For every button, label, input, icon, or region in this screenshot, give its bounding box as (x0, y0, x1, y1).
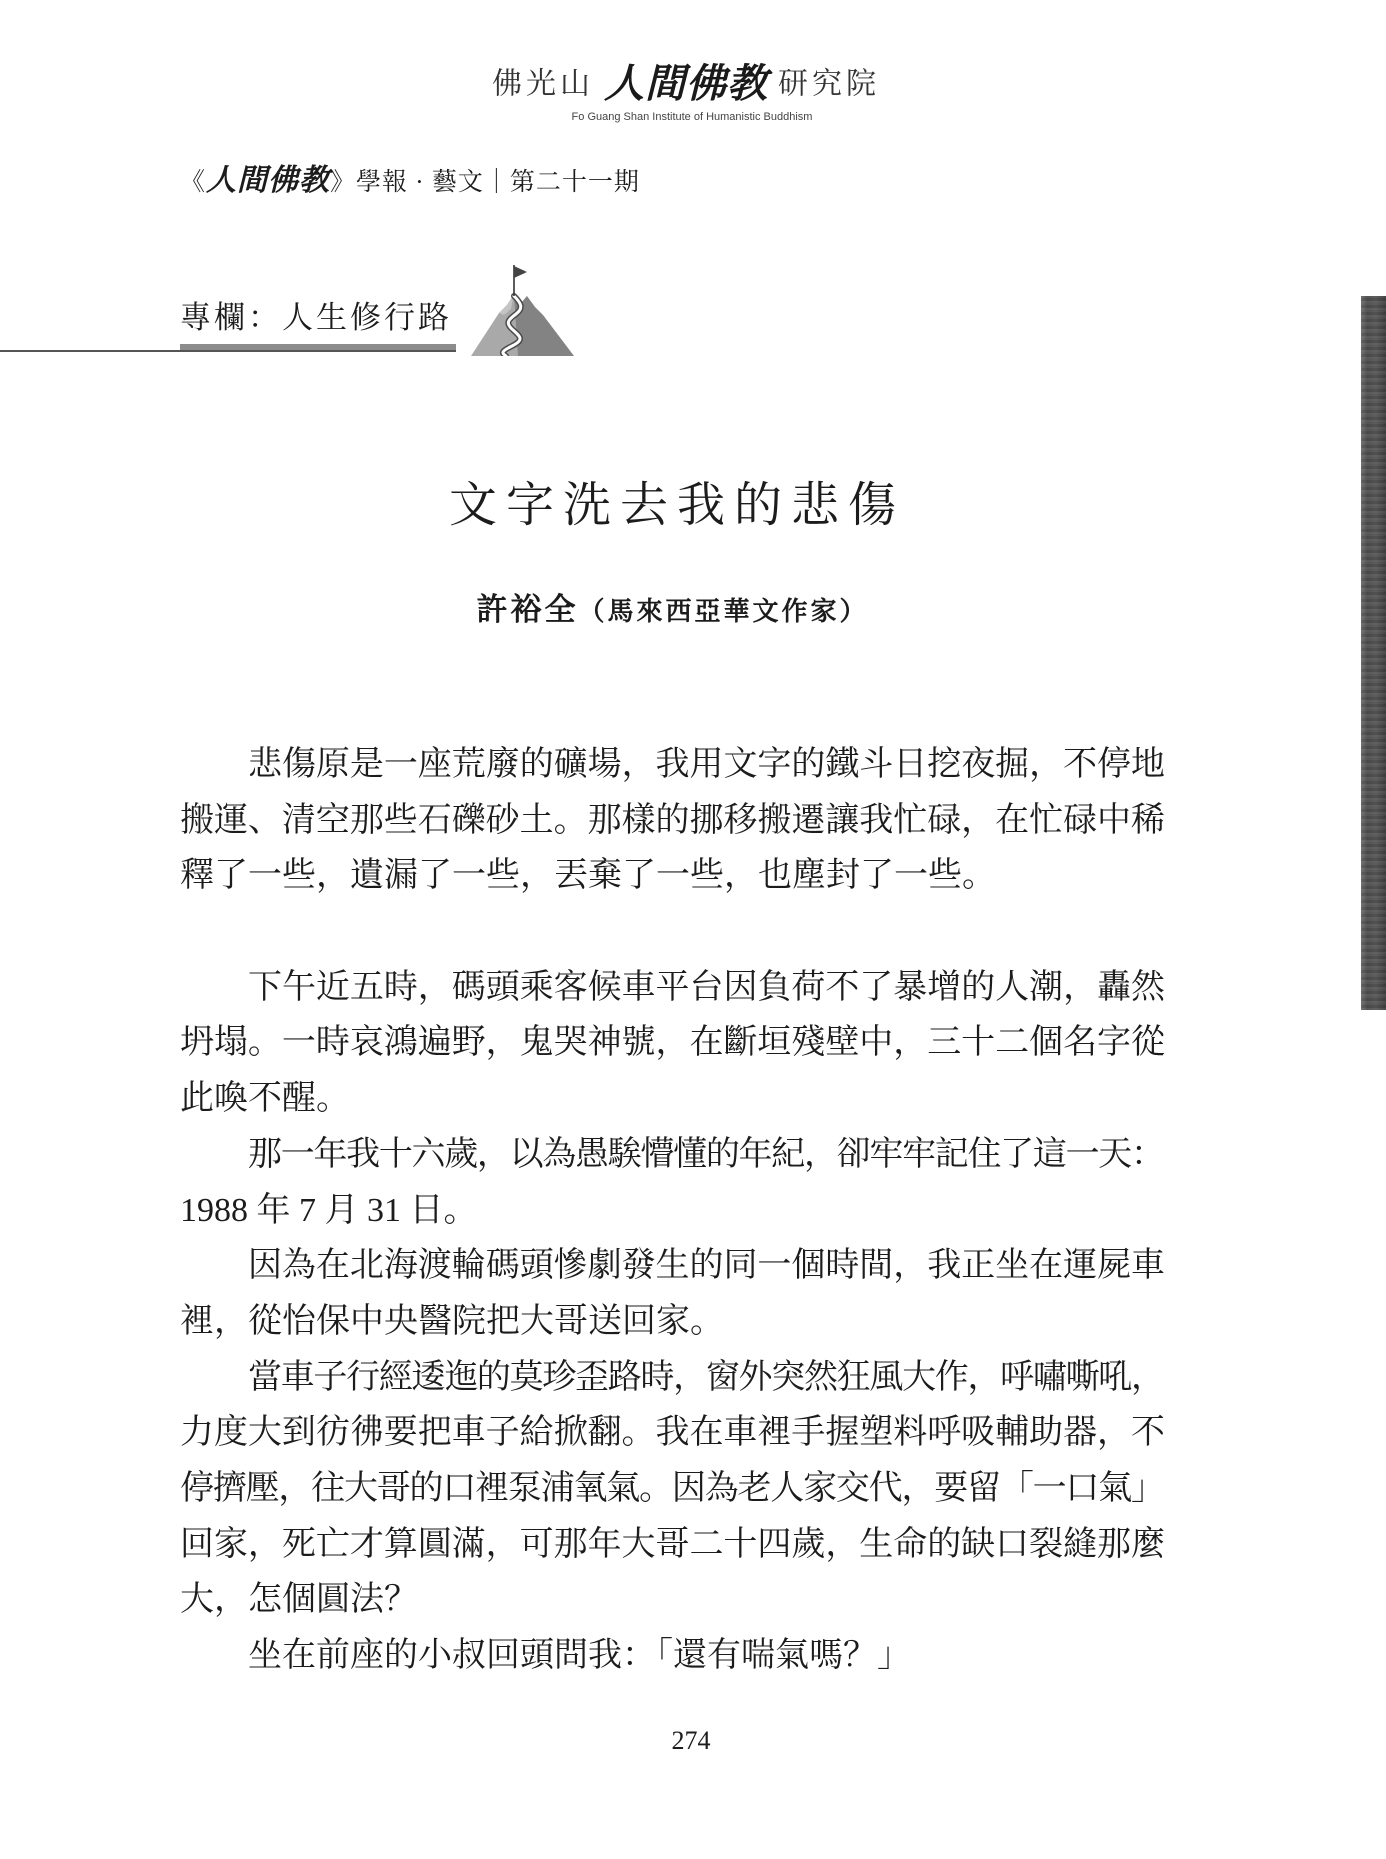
institute-header (0, 60, 1372, 108)
paragraph-line (180, 1071, 1165, 1127)
paragraph-line (180, 1405, 1165, 1461)
article-body (180, 737, 1165, 1684)
paragraph (180, 1238, 1165, 1349)
line-text: 力度大到彷彿要把車子給掀翻。我在車裡手握塑料呼吸輔助器，不 (180, 1414, 1165, 1452)
line-text: 此喚不醒。 (180, 1080, 350, 1118)
institute-prefix: 佛光山 (492, 67, 594, 101)
article-title: 文字洗去我的悲傷 (448, 479, 905, 532)
paragraph (180, 1628, 1165, 1684)
author-name: 許裕全 (476, 592, 579, 627)
line-text: 當車子行經逶迤的莫珍歪路時，窗外突然狂風大作，呼嘯嘶吼， (248, 1358, 1164, 1396)
mountain-flag-icon (471, 263, 574, 356)
line-text: 那一年我十六歲，以為愚騃懵懂的年紀，卻牢牢記住了這一天： (248, 1135, 1164, 1173)
column-rule (0, 350, 456, 352)
institute-suffix: 研究院 (778, 67, 880, 101)
column-label: 專欄：人生修行路 (180, 300, 452, 335)
line-text: 停擠壓，往大哥的口裡泵浦氧氣。因為老人家交代，要留「一口氣」 (180, 1469, 1164, 1507)
paragraph-line (180, 1572, 1165, 1628)
paragraph-line (180, 1350, 1165, 1406)
line-text: 釋了一些，遺漏了一些，丟棄了一些，也塵封了一些。 (180, 857, 996, 895)
paragraph-line (180, 1127, 1165, 1183)
line-text: 坍塌。一時哀鴻遍野，鬼哭神號，在斷垣殘壁中，三十二個名字從 (180, 1024, 1165, 1062)
institute-logo-text: 人間佛教 (604, 61, 768, 107)
line-text: 搬運、清空那些石礫砂土。那樣的挪移搬遷讓我忙碌，在忙碌中稀 (180, 801, 1165, 839)
line-text: 裡，從怡保中央醫院把大哥送回家。 (180, 1302, 724, 1340)
paragraph-line (180, 1294, 1165, 1350)
line-text: 回家，死亡才算圓滿，可那年大哥二十四歲，生命的缺口裂縫那麼 (180, 1525, 1165, 1563)
paragraph-line (180, 960, 1165, 1016)
section-gap (180, 904, 1165, 960)
paragraph-line (180, 1183, 1165, 1239)
paragraph (180, 1350, 1165, 1628)
paragraph (180, 960, 1165, 1127)
line-text: 坐在前座的小叔回頭問我：「還有喘氣嗎？」 (248, 1637, 911, 1674)
institute-english-name: Fo Guang Shan Institute of Humanistic Buddhism (571, 111, 813, 123)
line-text: 悲傷原是一座荒廢的礦場，我用文字的鐵斗日挖夜掘，不停地 (248, 746, 1165, 783)
journal-issue-info: 》學報 · 藝文｜第二十一期 (330, 169, 640, 196)
paragraph-line (180, 1517, 1165, 1573)
article-author (180, 588, 1165, 638)
journal-open-bracket: 《 (180, 169, 207, 196)
line-text: 1988 年 7 月 31 日。 (180, 1191, 478, 1229)
page-number: 274 (671, 1726, 711, 1755)
paragraph-line (180, 1015, 1165, 1071)
journal-name: 人間佛教 (206, 164, 331, 197)
line-text: 下午近五時，碼頭乘客候車平台因負荷不了暴增的人潮，轟然 (248, 968, 1165, 1006)
paragraph (180, 1127, 1165, 1238)
line-text: 因為在北海渡輪碼頭慘劇發生的同一個時間，我正坐在運屍車 (248, 1247, 1165, 1285)
paragraph-line (180, 737, 1165, 793)
line-text: 大，怎個圓法？ (180, 1581, 418, 1619)
journal-line (180, 162, 640, 200)
side-tab-marker (1361, 296, 1386, 1010)
paragraph-line (180, 1461, 1165, 1517)
paragraph (180, 737, 1165, 904)
paragraph-line (180, 848, 1165, 904)
paragraph-line (180, 793, 1165, 849)
author-affiliation: （馬來西亞華文作家） (578, 597, 869, 626)
paragraph-line (180, 1628, 1165, 1684)
paragraph-line (180, 1238, 1165, 1294)
